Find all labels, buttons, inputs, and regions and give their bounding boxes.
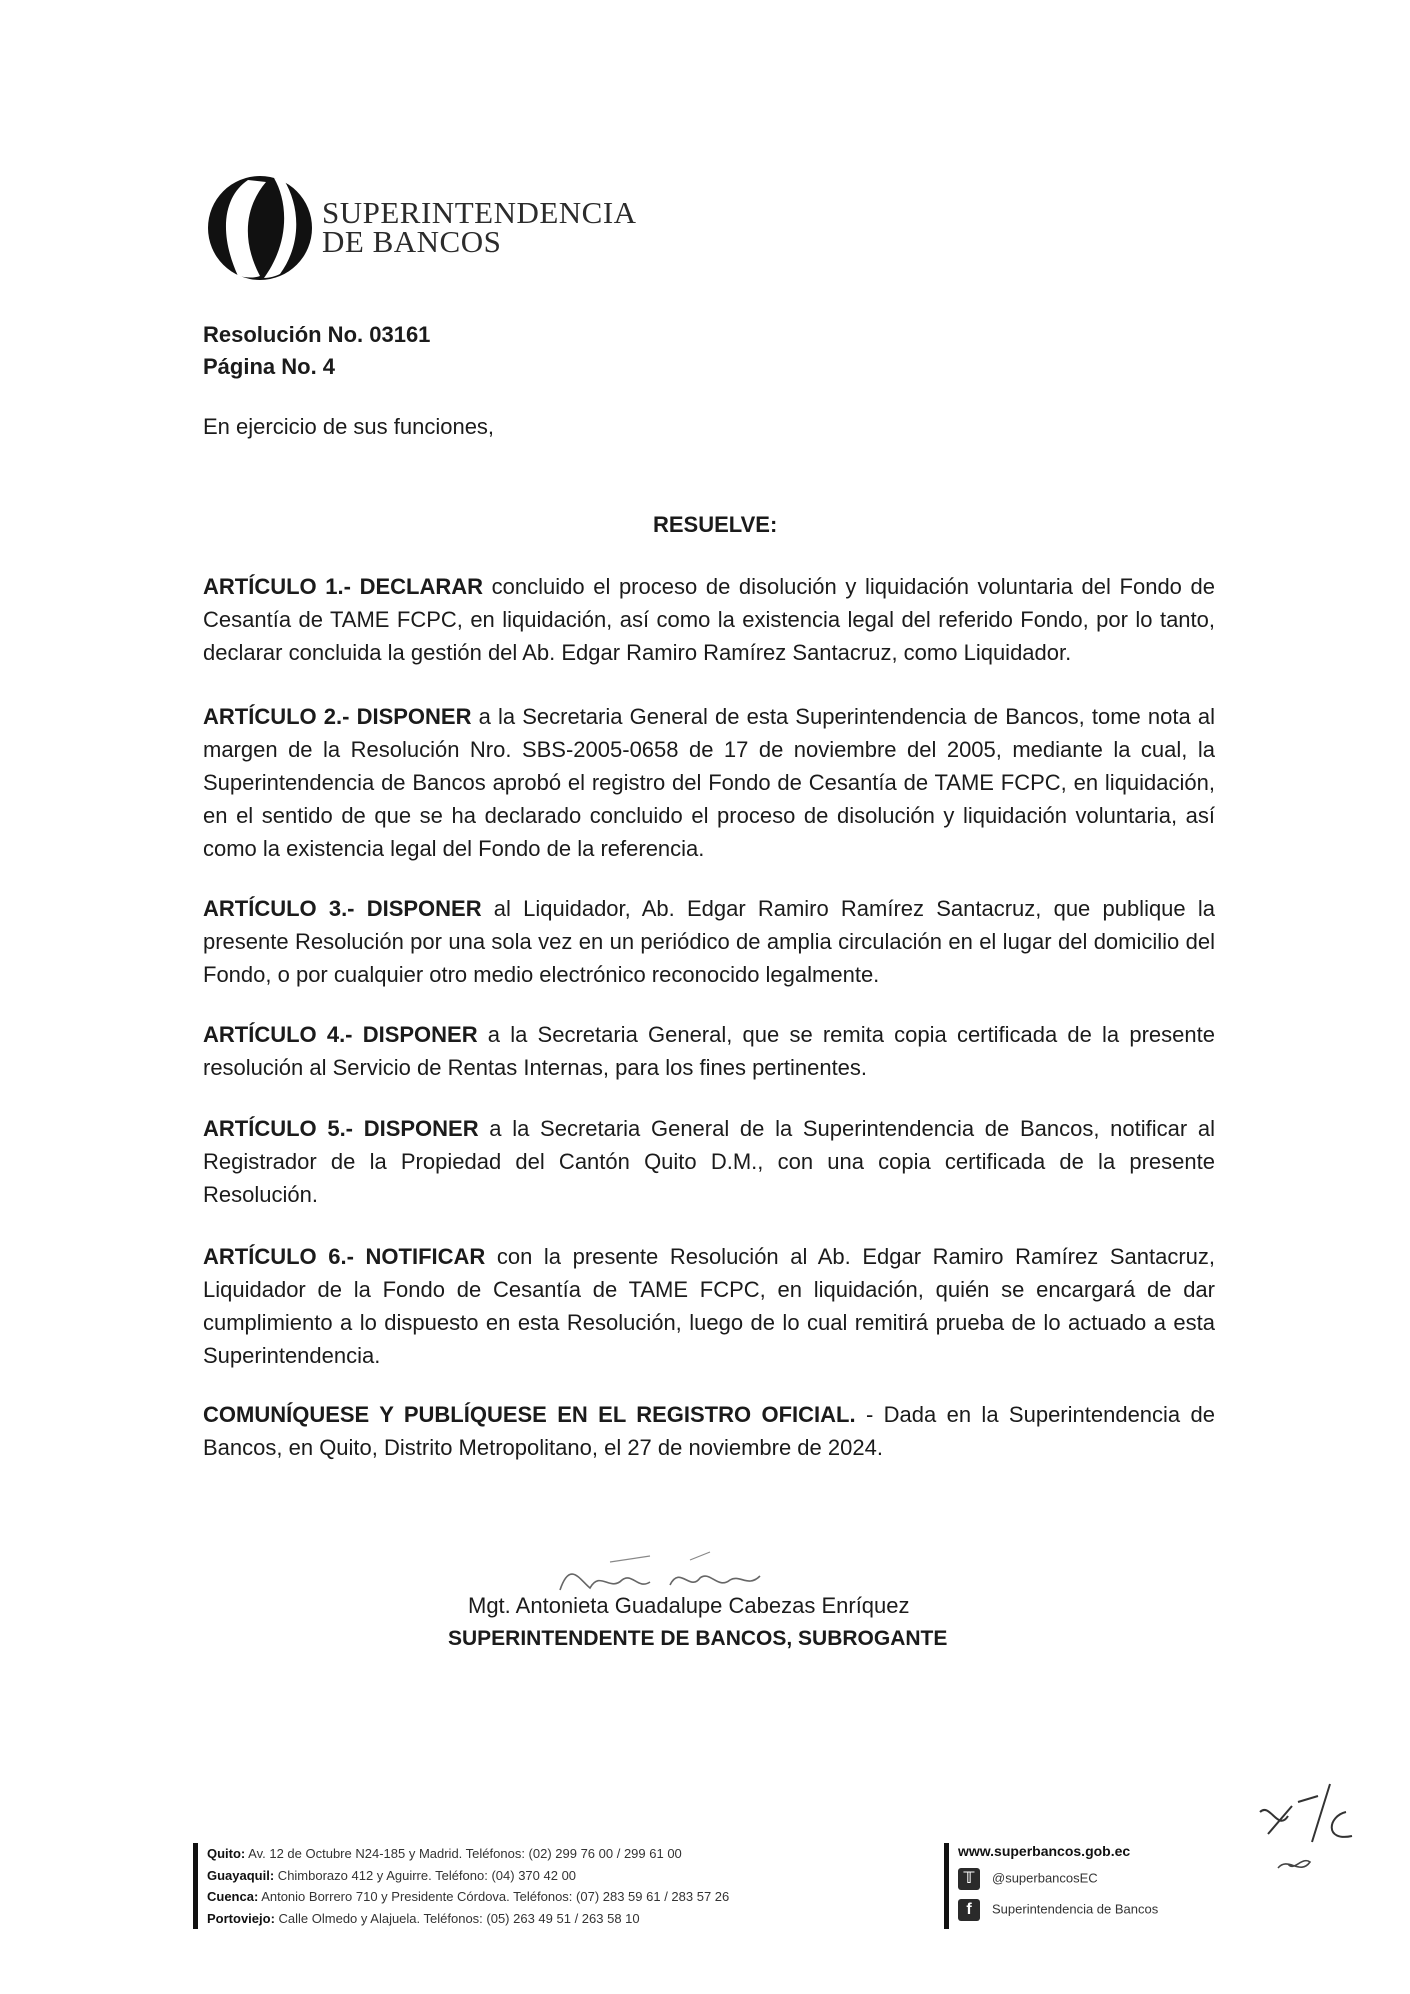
article-6 — [203, 1240, 1215, 1372]
page-number: Página No. 4 — [203, 354, 336, 379]
logo-wordmark — [322, 195, 637, 259]
superintendencia-logo-icon — [204, 172, 316, 284]
signatory-name: Mgt. Antonieta Guadalupe Cabezas Enríquez — [468, 1593, 910, 1618]
footer-facebook[interactable] — [958, 1899, 1158, 1921]
twitter-icon: 𝕋 — [958, 1868, 980, 1890]
footer-city-guayaquil: Guayaquil: — [207, 1867, 275, 1883]
logo-line-1-text: SUPERINTENDENCIA — [322, 195, 637, 230]
article-5 — [203, 1112, 1215, 1211]
article-4-label: ARTÍCULO 4.- — [203, 1022, 353, 1047]
article-4-verb: DISPONER — [362, 1022, 478, 1047]
footer-address-portoviejo — [207, 1908, 729, 1930]
article-5-verb: DISPONER — [363, 1116, 479, 1141]
article-4 — [203, 1018, 1215, 1084]
footer-divider-right — [944, 1843, 949, 1929]
footer-text-cuenca: Antonio Borrero 710 y Presidente Córdova. Teléfonos: (07) 283 59 61 / 283 57 26 — [258, 1889, 730, 1904]
article-3-label: ARTÍCULO 3.- — [203, 896, 355, 921]
article-2-label: ARTÍCULO 2.- — [203, 704, 350, 729]
closing-text: - Dada en la Superintendencia de Bancos, en Quito, Distrito Metropolitano, el 27 de noviembre de 2024. — [203, 1402, 1215, 1460]
footer-text-portoviejo: Calle Olmedo y Alajuela. Teléfonos: (05) 263 49 51 / 263 58 10 — [274, 1910, 640, 1926]
institution-logo — [204, 172, 637, 292]
article-3-verb: DISPONER — [366, 896, 482, 921]
article-1 — [203, 570, 1215, 669]
article-6-text: con la presente Resolución al Ab. Edgar Ramiro Ramírez Santacruz, Liquidador de la Fondo de Cesantía de TAME FCPC, en liquidación, quién se encargará de dar cumplimiento a lo dispuesto en esta Resolución, luego de lo cual remitirá prueba de lo actuado a esta Superintendencia. — [203, 1244, 1215, 1368]
article-5-label: ARTÍCULO 5.- — [203, 1116, 354, 1141]
article-5-text: a la Secretaria General de la Superintendencia de Bancos, notificar al Registrador de la Propiedad del Cantón Quito D.M., con una copia certificada de la presente Resolución. — [203, 1116, 1215, 1207]
article-1-text: concluido el proceso de disolución y liquidación voluntaria del Fondo de Cesantía de TAME FCPC, en liquidación, así como la existencia legal del referido Fondo, por lo tanto, declarar concluida la gestión del Ab. Edgar Ramiro Ramírez Santacruz, como Liquidador. — [203, 574, 1215, 665]
article-1-label: ARTÍCULO 1.- — [203, 574, 351, 599]
article-2-text: a la Secretaria General de esta Superintendencia de Bancos, tome nota al margen de la Resolución Nro. SBS-2005-0658 de 17 de noviembre del 2005, mediante la cual, la Superintendencia de Bancos aprobó el registro del Fondo de Cesantía de TAME FCPC, en liquidación, en el sentido de que se ha declarado concluido el proceso de disolución y liquidación voluntaria, así como la existencia legal del Fondo de la referencia. — [203, 704, 1215, 861]
footer-city-quito: Quito: — [207, 1846, 246, 1861]
resolution-number: Resolución No. 03161 — [203, 322, 431, 347]
footer-text-quito: Av. 12 de Octubre N24-185 y Madrid. Teléfonos: (02) 299 76 00 / 299 61 00 — [245, 1846, 682, 1861]
resuelve-heading: RESUELVE: — [653, 512, 778, 537]
article-3 — [203, 892, 1215, 991]
handwritten-initials — [1248, 1772, 1368, 1892]
footer-facebook-name: Superintendencia de Bancos — [992, 1901, 1159, 1917]
closing-paragraph — [203, 1398, 1215, 1464]
footer-city-cuenca: Cuenca: — [207, 1889, 259, 1904]
facebook-icon: f — [958, 1899, 980, 1921]
intro-text: En ejercicio de sus funciones, — [203, 414, 495, 439]
footer-address-cuenca — [207, 1886, 729, 1908]
logo-line-2-text: DE BANCOS — [322, 224, 502, 259]
article-2-verb: DISPONER — [356, 704, 472, 729]
article-6-label: ARTÍCULO 6.- — [203, 1244, 354, 1269]
article-2 — [203, 700, 1215, 865]
footer-city-portoviejo: Portoviejo: — [207, 1910, 275, 1926]
footer-address-quito — [207, 1843, 729, 1865]
footer-divider-left — [193, 1843, 198, 1929]
closing-bold: COMUNÍQUESE Y PUBLÍQUESE EN EL REGISTRO OFICIAL. — [203, 1402, 856, 1427]
article-3-text: al Liquidador, Ab. Edgar Ramiro Ramírez Santacruz, que publique la presente Resolución por una sola vez en un periódico de amplia circulación en el lugar del domicilio del Fondo, o por cualquier otro medio electrónico reconocido legalmente. — [203, 896, 1215, 987]
article-6-verb: NOTIFICAR — [365, 1244, 486, 1269]
article-4-text: a la Secretaria General, que se remita copia certificada de la presente resolución al Servicio de Rentas Internas, para los fines pertinentes. — [203, 1022, 1215, 1080]
article-1-verb: DECLARAR — [359, 574, 484, 599]
footer-text-guayaquil: Chimborazo 412 y Aguirre. Teléfono: (04) 370 42 00 — [274, 1867, 577, 1883]
signatory-title: SUPERINTENDENTE DE BANCOS, SUBROGANTE — [448, 1627, 948, 1650]
footer-twitter[interactable] — [958, 1868, 1098, 1890]
footer-website[interactable]: www.superbancos.gob.ec — [958, 1843, 1131, 1859]
footer-address-guayaquil — [207, 1865, 729, 1887]
footer-twitter-handle: @superbancosEC — [992, 1870, 1098, 1886]
logo-line-2 — [322, 224, 637, 259]
footer-addresses — [207, 1843, 729, 1929]
